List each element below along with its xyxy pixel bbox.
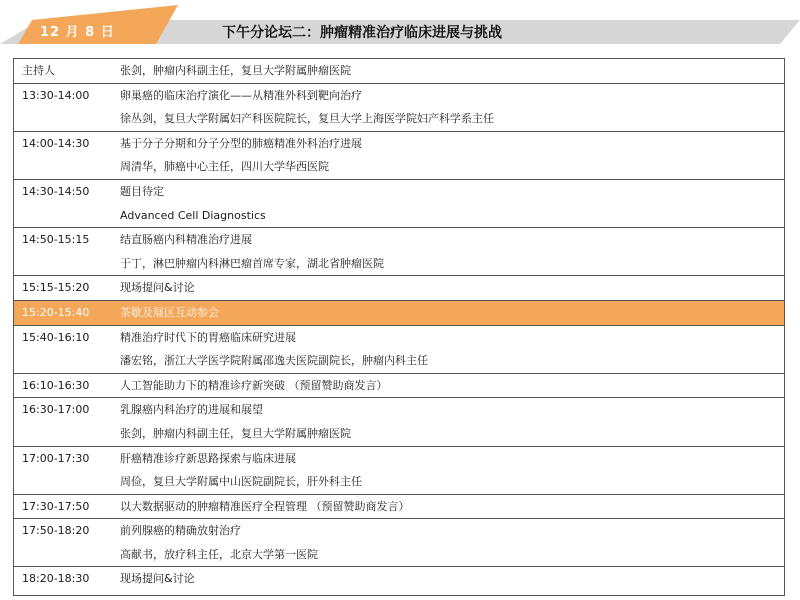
- schedule-line: [14, 180, 784, 204]
- time-slot: 17:30-17:50: [22, 499, 90, 513]
- time-slot: 16:10-16:30: [22, 378, 90, 392]
- talk-title: 精准治疗时代下的胃癌临床研究进展: [120, 330, 296, 344]
- speaker-info: 潘宏铭，浙江大学医学院附属邵逸夫医院副院长，肿瘤内科主任: [120, 354, 428, 368]
- talk-title: 张剑，肿瘤内科副主任，复旦大学附属肿瘤医院: [120, 64, 351, 77]
- talk-title: 人工智能助力下的精准诊疗新突破 （预留赞助商发言）: [120, 378, 388, 392]
- schedule-line: [14, 276, 784, 300]
- schedule-table: [13, 58, 785, 596]
- schedule-line: [14, 155, 784, 179]
- schedule-row: [14, 567, 784, 591]
- schedule-line: [14, 519, 784, 543]
- schedule-line: [14, 59, 784, 83]
- session-title: 下午分论坛二：肿瘤精准治疗临床进展与挑战: [222, 25, 502, 41]
- schedule-line: [14, 252, 784, 276]
- talk-title: 现场提问&讨论: [120, 281, 195, 295]
- talk-title: 以大数据驱动的肿瘤精准医疗全程管理 （预留赞助商发言）: [120, 499, 410, 513]
- schedule-row: [14, 228, 784, 276]
- speaker-info: Advanced Cell Diagnostics: [120, 208, 266, 222]
- schedule-row: [14, 59, 784, 84]
- time-slot: 13:30-14:00: [22, 88, 90, 102]
- schedule-line: [14, 326, 784, 350]
- schedule-line: [14, 204, 784, 228]
- date-label: 12 月 8 日: [40, 25, 115, 40]
- schedule-row: [14, 447, 784, 495]
- schedule-row: [14, 301, 784, 326]
- speaker-info: 徐丛剑，复旦大学附属妇产科医院院长，复旦大学上海医学院妇产科学系主任: [120, 112, 494, 126]
- schedule-line: [14, 349, 784, 373]
- schedule-row: [14, 180, 784, 228]
- schedule-row: [14, 495, 784, 520]
- time-slot: 14:50-15:15: [22, 233, 90, 247]
- schedule-row: [14, 132, 784, 180]
- schedule-line: [14, 301, 784, 325]
- time-slot: 14:00-14:30: [22, 136, 90, 150]
- schedule-line: [14, 495, 784, 519]
- schedule-line: [14, 228, 784, 252]
- time-slot: 15:20-15:40: [22, 305, 90, 319]
- talk-title: 基于分子分期和分子分型的肺癌精准外科治疗进展: [120, 136, 362, 150]
- talk-title: 前列腺癌的精确放射治疗: [120, 524, 241, 538]
- schedule-line: [14, 84, 784, 108]
- schedule-line: [14, 398, 784, 422]
- speaker-info: 于丁，淋巴肿瘤内科淋巴瘤首席专家，湖北省肿瘤医院: [120, 256, 384, 270]
- schedule-line: [14, 567, 784, 591]
- schedule-line: [14, 107, 784, 131]
- schedule-line: [14, 543, 784, 567]
- speaker-info: 周俭，复旦大学附属中山医院副院长，肝外科主任: [120, 475, 362, 489]
- header-bar: [0, 0, 800, 48]
- schedule-row: [14, 374, 784, 399]
- speaker-info: 张剑，肿瘤内科副主任，复旦大学附属肿瘤医院: [120, 426, 351, 440]
- speaker-info: 周清华，肺癌中心主任，四川大学华西医院: [120, 160, 329, 174]
- talk-title: 现场提问&讨论: [120, 572, 195, 586]
- schedule-line: [14, 132, 784, 156]
- talk-title: 结直肠癌内科精准治疗进展: [120, 233, 252, 247]
- schedule-row: [14, 326, 784, 374]
- talk-title: 卵巢癌的临床治疗演化——从精准外科到靶向治疗: [120, 88, 362, 102]
- schedule-row: [14, 519, 784, 567]
- schedule-row: [14, 398, 784, 446]
- time-slot: 14:30-14:50: [22, 184, 90, 198]
- schedule-line: [14, 470, 784, 494]
- schedule-line: [14, 374, 784, 398]
- schedule-row: [14, 84, 784, 132]
- time-slot: 主持人: [22, 64, 55, 77]
- time-slot: 16:30-17:00: [22, 403, 90, 417]
- time-slot: 18:20-18:30: [22, 572, 90, 586]
- talk-title: 乳腺癌内科治疗的进展和展望: [120, 403, 263, 417]
- talk-title: 肝癌精准诊疗新思路探索与临床进展: [120, 451, 296, 465]
- speaker-info: 高献书，放疗科主任，北京大学第一医院: [120, 547, 318, 561]
- talk-title: 题目待定: [120, 184, 164, 198]
- schedule-line: [14, 422, 784, 446]
- time-slot: 17:50-18:20: [22, 524, 90, 538]
- time-slot: 17:00-17:30: [22, 451, 90, 465]
- schedule-line: [14, 447, 784, 471]
- time-slot: 15:40-16:10: [22, 330, 90, 344]
- talk-title: 茶歇及展区互动参会: [120, 305, 219, 319]
- schedule-row: [14, 276, 784, 301]
- time-slot: 15:15-15:20: [22, 281, 90, 295]
